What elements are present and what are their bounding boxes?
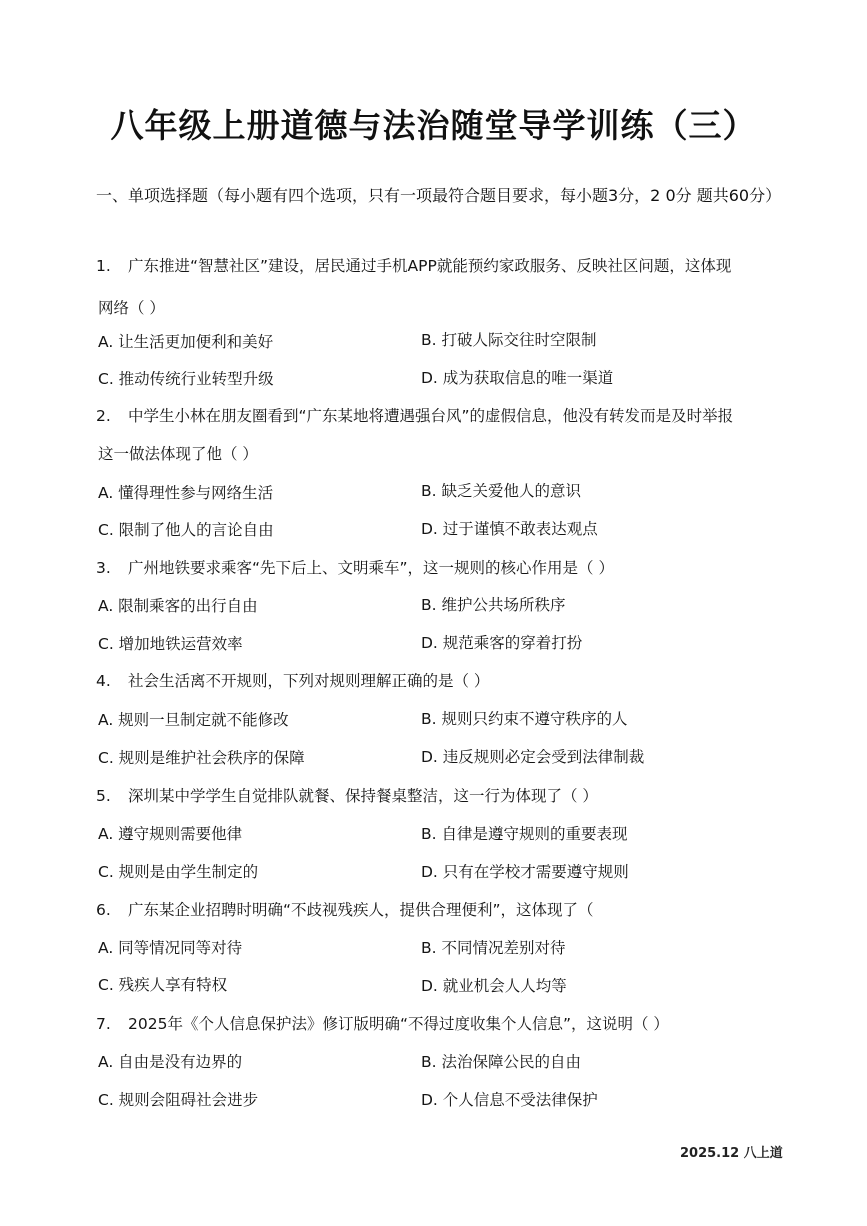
option-c: C. 增加地铁运营效率 — [98, 635, 243, 653]
question-number: 2. — [96, 407, 111, 425]
section-heading: 一、单项选择题（每小题有四个选项，只有一项最符合题目要求，每小题3分，2 0分 题共60分） — [96, 186, 782, 205]
question-number: 5. — [96, 787, 111, 805]
question-text: 2025年《个人信息保护法》修订版明确“不得过度收集个人信息”，这说明（ ） — [128, 1015, 669, 1033]
option-b: B. 规则只约束不遵守秩序的人 — [421, 710, 628, 728]
option-b: B. 打破人际交往时空限制 — [421, 331, 597, 349]
option-b: B. 缺乏关爱他人的意识 — [421, 482, 581, 500]
option-c: C. 规则是由学生制定的 — [98, 863, 259, 881]
question-number: 6. — [96, 901, 111, 919]
option-d: D. 成为获取信息的唯一渠道 — [421, 369, 614, 387]
option-c: C. 规则是维护社会秩序的保障 — [98, 749, 305, 767]
question-text: 中学生小林在朋友圈看到“广东某地将遭遇强台风”的虚假信息，他没有转发而是及时举报 — [128, 407, 734, 425]
option-d: D. 过于谨慎不敢表达观点 — [421, 520, 598, 538]
question-number: 3. — [96, 559, 111, 577]
question-stem — [96, 900, 594, 920]
question-text: 社会生活离不开规则，下列对规则理解正确的是（ ） — [128, 672, 490, 690]
question-text: 广东某企业招聘时明确“不歧视残疾人，提供合理便利”，这体现了（ — [128, 901, 594, 919]
question-stem-continued: 网络（ ） — [98, 299, 165, 317]
option-d: D. 就业机会人人均等 — [421, 977, 567, 995]
question-number: 7. — [96, 1015, 111, 1033]
question-stem — [96, 1014, 669, 1034]
question-stem — [96, 406, 733, 426]
option-d: D. 只有在学校才需要遵守规则 — [421, 863, 629, 881]
question-stem-continued: 这一做法体现了他（ ） — [98, 445, 258, 463]
question-stem — [96, 256, 731, 276]
option-a: A. 规则一旦制定就不能修改 — [98, 711, 289, 729]
option-a: A. 遵守规则需要他律 — [98, 825, 243, 843]
question-number: 4. — [96, 672, 111, 690]
option-b: B. 法治保障公民的自由 — [421, 1053, 581, 1071]
question-number: 1. — [96, 257, 111, 275]
option-c: C. 残疾人享有特权 — [98, 976, 228, 994]
question-text: 广州地铁要求乘客“先下后上、文明乘车”，这一规则的核心作用是（ ） — [128, 559, 614, 577]
question-text: 广东推进“智慧社区”建设，居民通过手机APP就能预约家政服务、反映社区问题，这体现 — [128, 257, 732, 275]
page-title: 八年级上册道德与法治随堂导学训练（三） — [110, 106, 757, 145]
option-c: C. 规则会阻碍社会进步 — [98, 1091, 259, 1109]
option-c: C. 限制了他人的言论自由 — [98, 521, 274, 539]
question-stem — [96, 786, 598, 806]
option-a: A. 限制乘客的出行自由 — [98, 597, 258, 615]
option-d: D. 规范乘客的穿着打扮 — [421, 634, 583, 652]
option-a: A. 同等情况同等对待 — [98, 939, 243, 957]
option-d: D. 违反规则必定会受到法律制裁 — [421, 748, 645, 766]
option-a: A. 让生活更加便利和美好 — [98, 333, 274, 351]
question-text: 深圳某中学学生自觉排队就餐、保持餐桌整洁，这一行为体现了（ ） — [128, 787, 598, 805]
option-b: B. 不同情况差别对待 — [421, 939, 566, 957]
question-stem — [96, 671, 489, 691]
option-c: C. 推动传统行业转型升级 — [98, 370, 274, 388]
question-stem — [96, 558, 614, 578]
option-b: B. 自律是遵守规则的重要表现 — [421, 825, 628, 843]
option-d: D. 个人信息不受法律保护 — [421, 1091, 598, 1109]
option-a: A. 懂得理性参与网络生活 — [98, 484, 274, 502]
option-b: B. 维护公共场所秩序 — [421, 596, 566, 614]
option-a: A. 自由是没有边界的 — [98, 1053, 243, 1071]
page-footer: 2025.12 八上道 — [680, 1146, 783, 1161]
